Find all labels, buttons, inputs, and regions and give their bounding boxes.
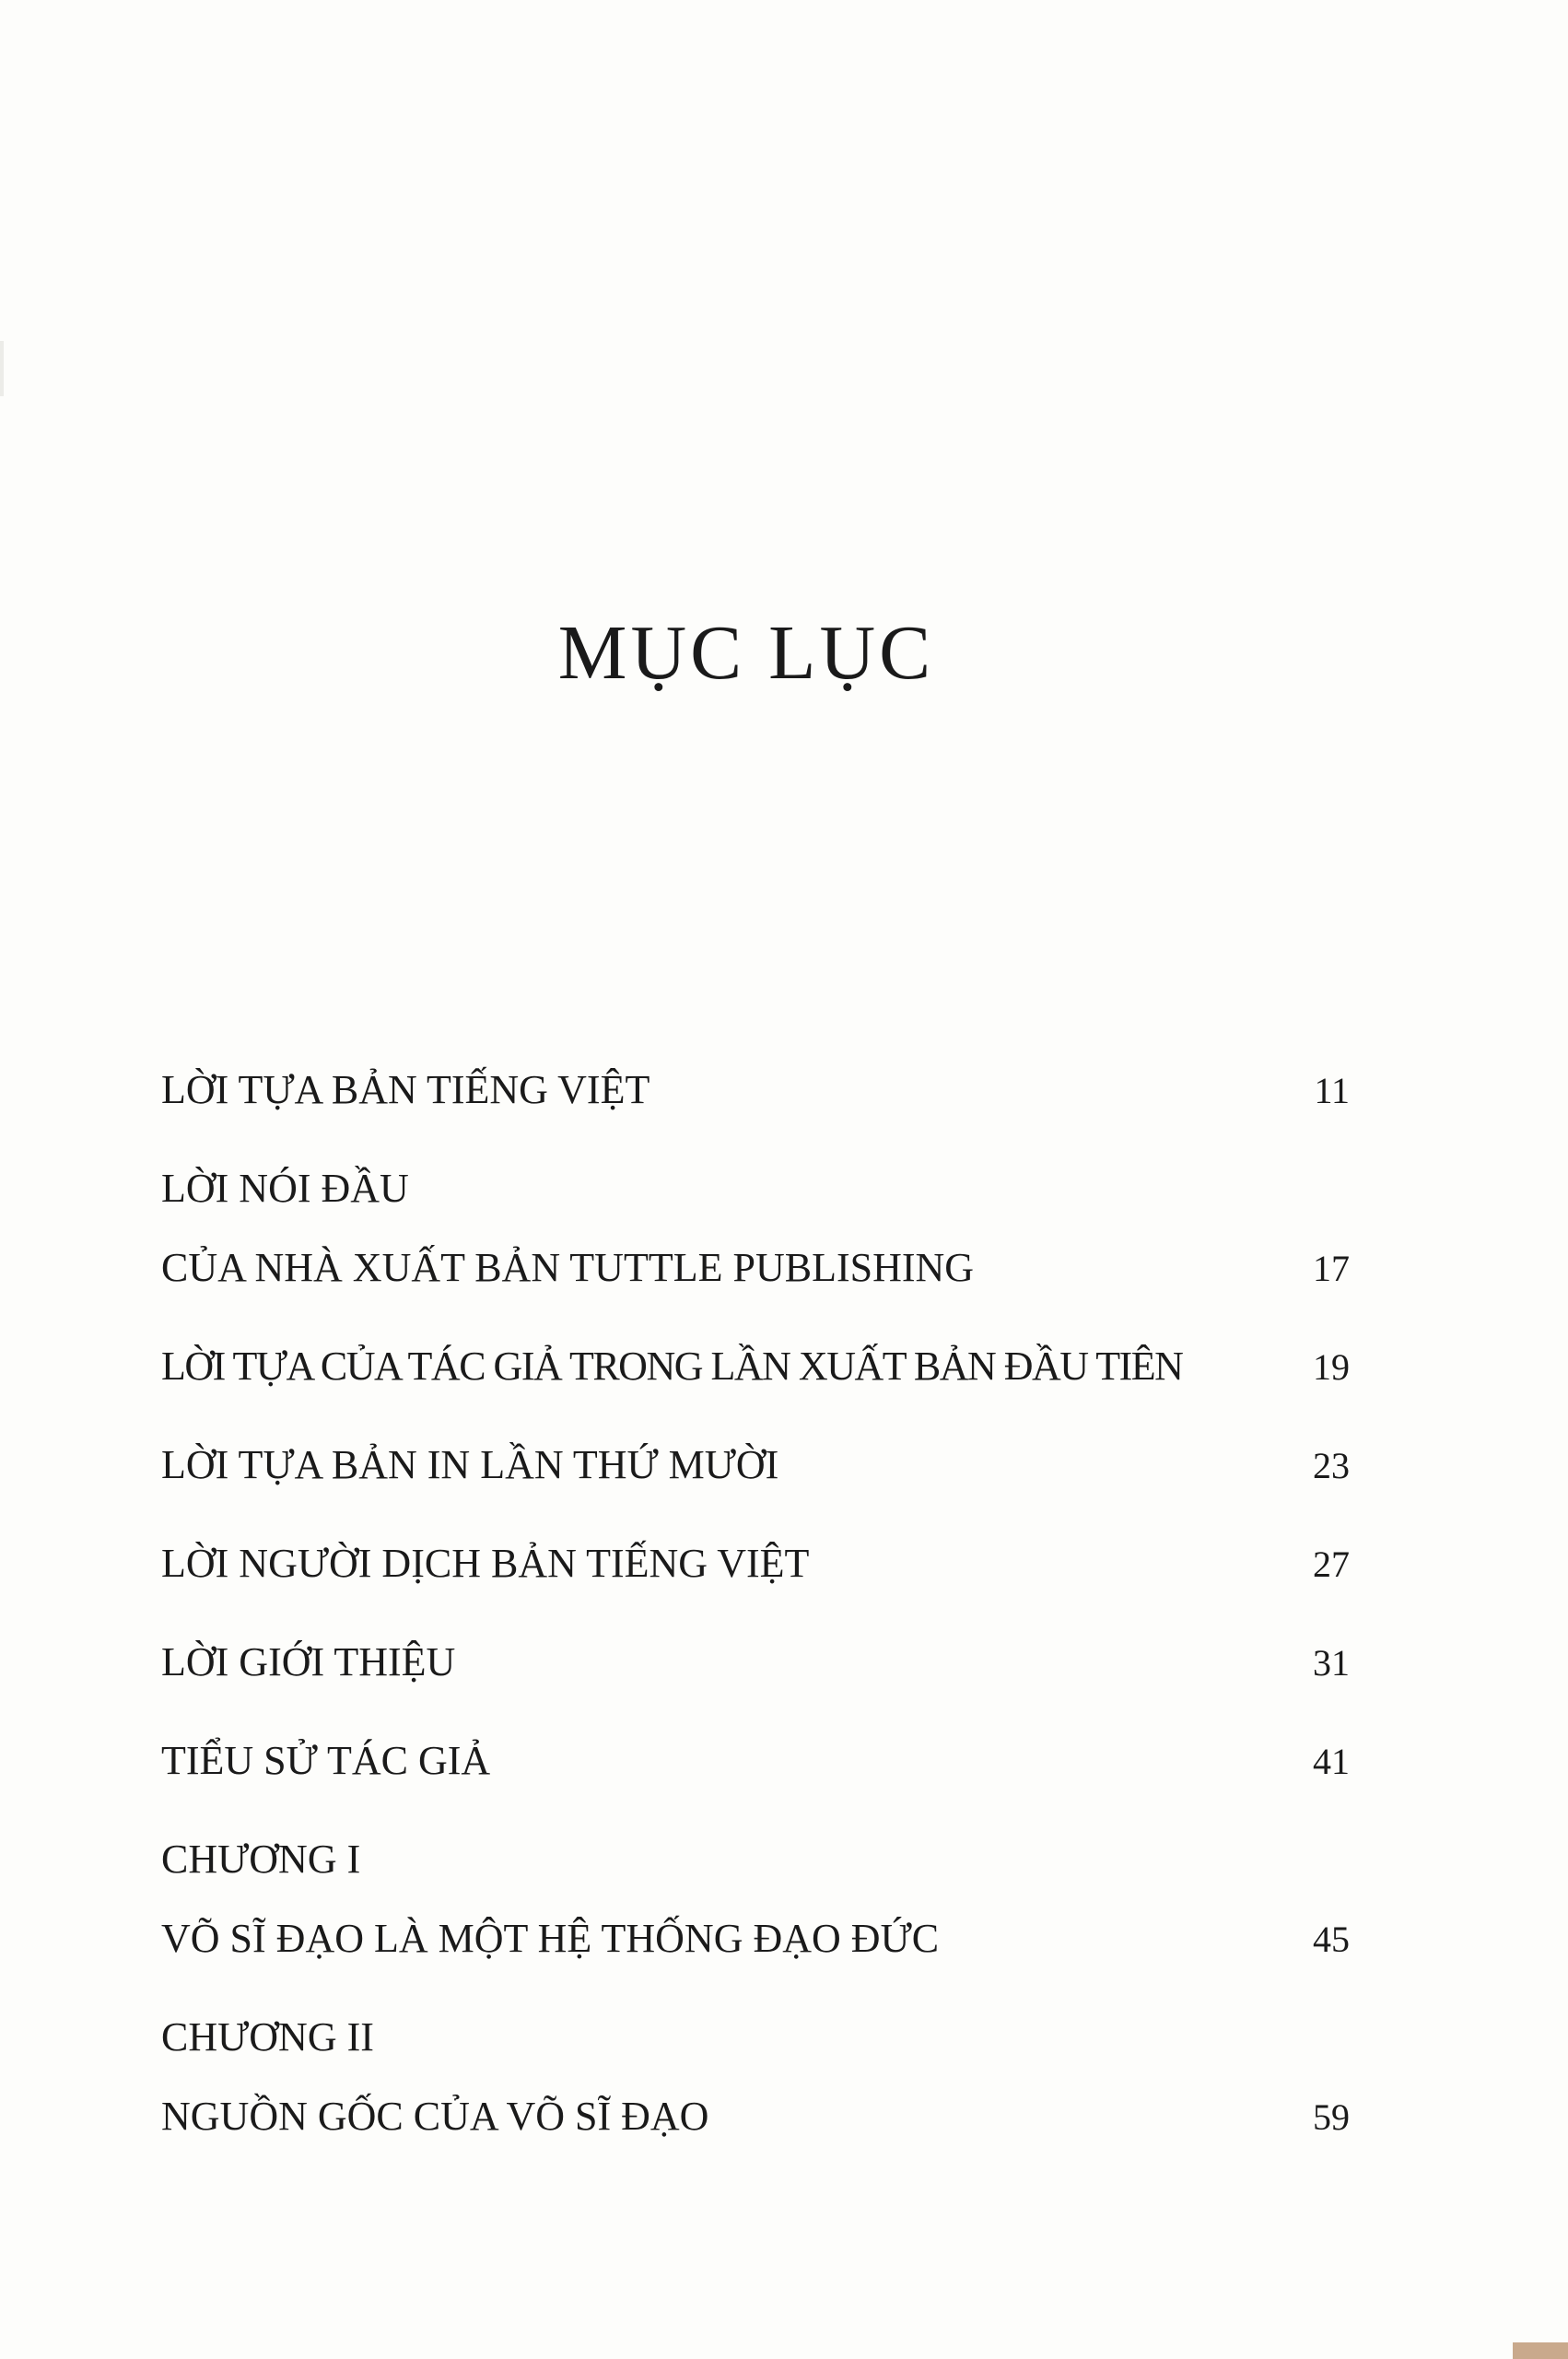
toc-entry <box>161 1050 1350 1130</box>
toc-entry-page: 31 <box>1313 1642 1350 1684</box>
toc-entry-page: 41 <box>1313 1741 1350 1782</box>
toc-entry <box>161 1721 1350 1801</box>
toc-entry <box>161 1998 1350 2156</box>
toc-entry-subtitle: VÕ SĨ ĐẠO LÀ MỘT HỆ THỐNG ĐẠO ĐỨC <box>161 1916 940 1961</box>
toc-entry-title: LỜI NGƯỜI DỊCH BẢN TIẾNG VIỆT <box>161 1541 810 1586</box>
table-of-contents <box>161 1050 1350 2156</box>
toc-entry-page: 19 <box>1313 1346 1350 1388</box>
toc-entry-subtitle: CỦA NHÀ XUẤT BẢN TUTTLE PUBLISHING <box>161 1245 975 1290</box>
page-edge-strip <box>1513 2342 1568 2359</box>
toc-entry-page: 27 <box>1313 1543 1350 1585</box>
toc-entry-title: LỜI TỰA CỦA TÁC GIẢ TRONG LẦN XUẤT BẢN ĐẦU TIÊN <box>161 1344 1183 1389</box>
page-edge-mark <box>0 341 4 396</box>
toc-entry-title: LỜI TỰA BẢN IN LẦN THỨ MƯỜI <box>161 1442 779 1487</box>
toc-entry-title: LỜI TỰA BẢN TIẾNG VIỆT <box>161 1067 650 1112</box>
toc-entry-page: 59 <box>1313 2096 1350 2138</box>
toc-entry <box>161 1820 1350 1978</box>
toc-entry-title: CHƯƠNG I <box>161 1837 361 1882</box>
toc-entry-title: LỜI GIỚI THIỆU <box>161 1639 456 1684</box>
page-title: MỤC LỤC <box>557 610 935 696</box>
toc-entry-page: 17 <box>1313 1248 1350 1289</box>
toc-entry <box>161 1426 1350 1505</box>
toc-entry-page: 11 <box>1314 1070 1350 1111</box>
toc-entry-page: 23 <box>1313 1445 1350 1486</box>
toc-entry-title: LỜI NÓI ĐẦU <box>161 1166 409 1211</box>
toc-entry <box>161 1149 1350 1308</box>
toc-entry <box>161 1524 1350 1603</box>
toc-entry <box>161 1623 1350 1702</box>
toc-entry <box>161 1327 1350 1406</box>
toc-entry-title: TIỂU SỬ TÁC GIẢ <box>161 1738 491 1783</box>
toc-entry-page: 45 <box>1313 1919 1350 1960</box>
toc-entry-title: CHƯƠNG II <box>161 2014 374 2060</box>
toc-entry-subtitle: NGUỒN GỐC CỦA VÕ SĨ ĐẠO <box>161 2094 709 2139</box>
